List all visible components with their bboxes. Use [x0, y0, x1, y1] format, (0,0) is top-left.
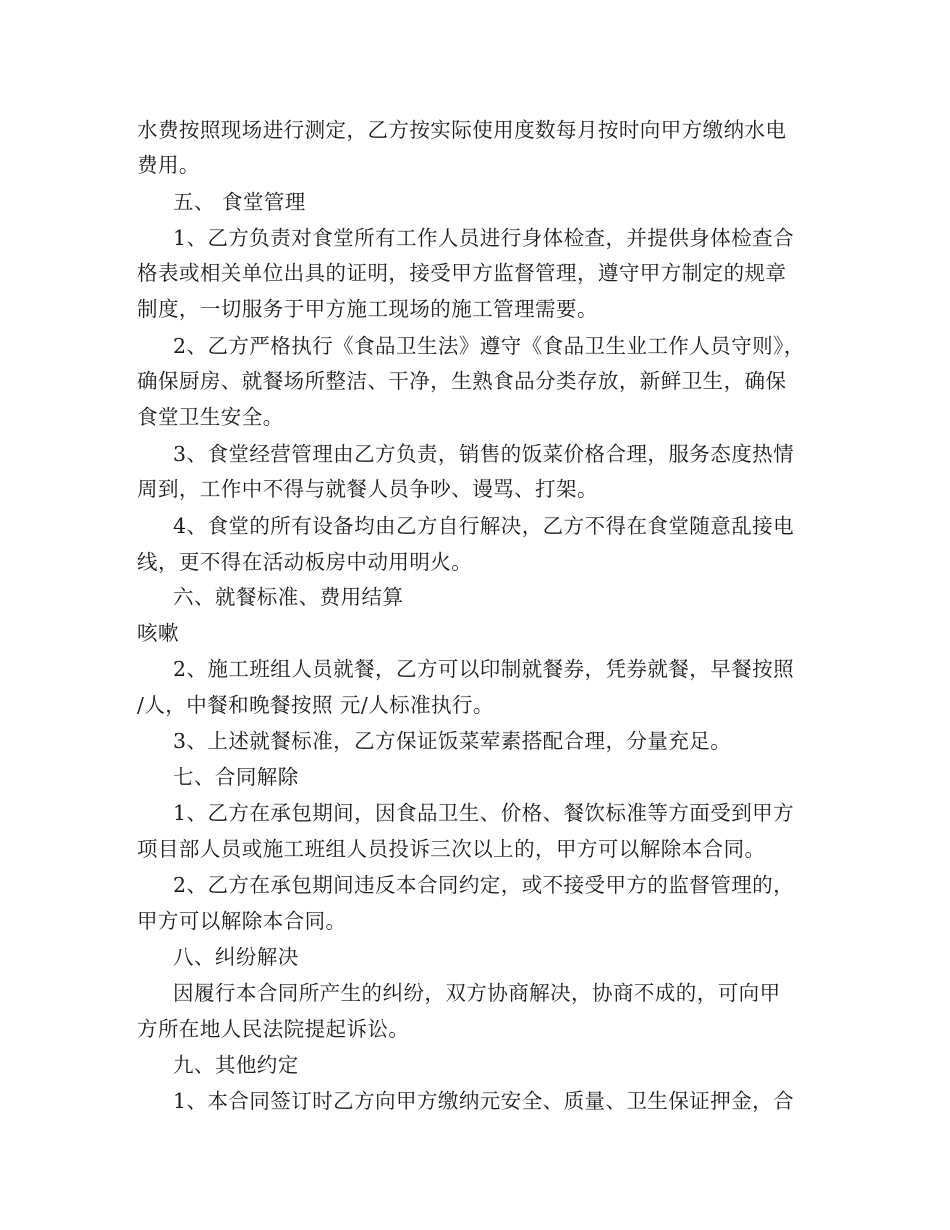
paragraph-line: 周到，工作中不得与就餐人员争吵、谩骂、打架。: [137, 477, 598, 501]
paragraph-line: 确保厨房、就餐场所整洁、干净，生熟食品分类存放，新鲜卫生，确保: [137, 369, 787, 393]
paragraph-line: /人，中餐和晚餐按照 元/人标准执行。: [137, 693, 494, 717]
paragraph-line: 甲方可以解除本合同。: [137, 909, 347, 933]
paragraph-line: 1、乙方在承包期间，因食品卫生、价格、餐饮标准等方面受到甲方: [173, 801, 795, 825]
paragraph-line: 1、本合同签订时乙方向甲方缴纳元安全、质量、卫生保证押金，合: [173, 1089, 795, 1113]
paragraph-line: 方所在地人民法院提起诉讼。: [137, 1017, 410, 1041]
paragraph-line: 2、乙方在承包期间违反本合同约定，或不接受甲方的监督管理的，: [173, 873, 795, 897]
section-heading: 六、就餐标准、费用结算: [173, 585, 404, 609]
section-heading: 九、其他约定: [173, 1053, 299, 1077]
paragraph-line: 费用。: [137, 153, 200, 177]
section-heading: 五、 食堂管理: [173, 190, 306, 214]
paragraph-line: 格表或相关单位出具的证明，接受甲方监督管理，遵守甲方制定的规章: [137, 261, 787, 285]
paragraph-line: 项目部人员或施工班组人员投诉三次以上的，甲方可以解除本合同。: [137, 837, 766, 861]
paragraph-line: 制度，一切服务于甲方施工现场的施工管理需要。: [137, 297, 598, 321]
section-heading: 七、合同解除: [173, 765, 299, 789]
paragraph-line: 水费按照现场进行测定，乙方按实际使用度数每月按时向甲方缴纳水电: [137, 118, 787, 142]
paragraph-line: 2、施工班组人员就餐，乙方可以印制就餐券，凭券就餐，早餐按照: [173, 657, 795, 681]
paragraph-line: 咳嗽: [137, 621, 179, 645]
paragraph-line: 4、食堂的所有设备均由乙方自行解决，乙方不得在食堂随意乱接电: [173, 514, 795, 538]
section-heading: 八、纠纷解决: [173, 945, 299, 969]
paragraph-line: 2、乙方严格执行《食品卫生法》遵守《食品卫生业工作人员守则》，: [173, 334, 805, 358]
paragraph-line: 食堂卫生安全。: [137, 405, 284, 429]
paragraph-line: 3、食堂经营管理由乙方负责，销售的饭菜价格合理，服务态度热情: [173, 442, 795, 466]
paragraph-line: 1、乙方负责对食堂所有工作人员进行身体检查，并提供身体检查合: [173, 226, 795, 250]
paragraph-line: 3、上述就餐标准，乙方保证饭菜荤素搭配合理，分量充足。: [173, 729, 732, 753]
paragraph-line: 因履行本合同所产生的纠纷，双方协商解决，协商不成的，可向甲: [173, 981, 781, 1005]
paragraph-line: 线，更不得在活动板房中动用明火。: [137, 550, 473, 574]
